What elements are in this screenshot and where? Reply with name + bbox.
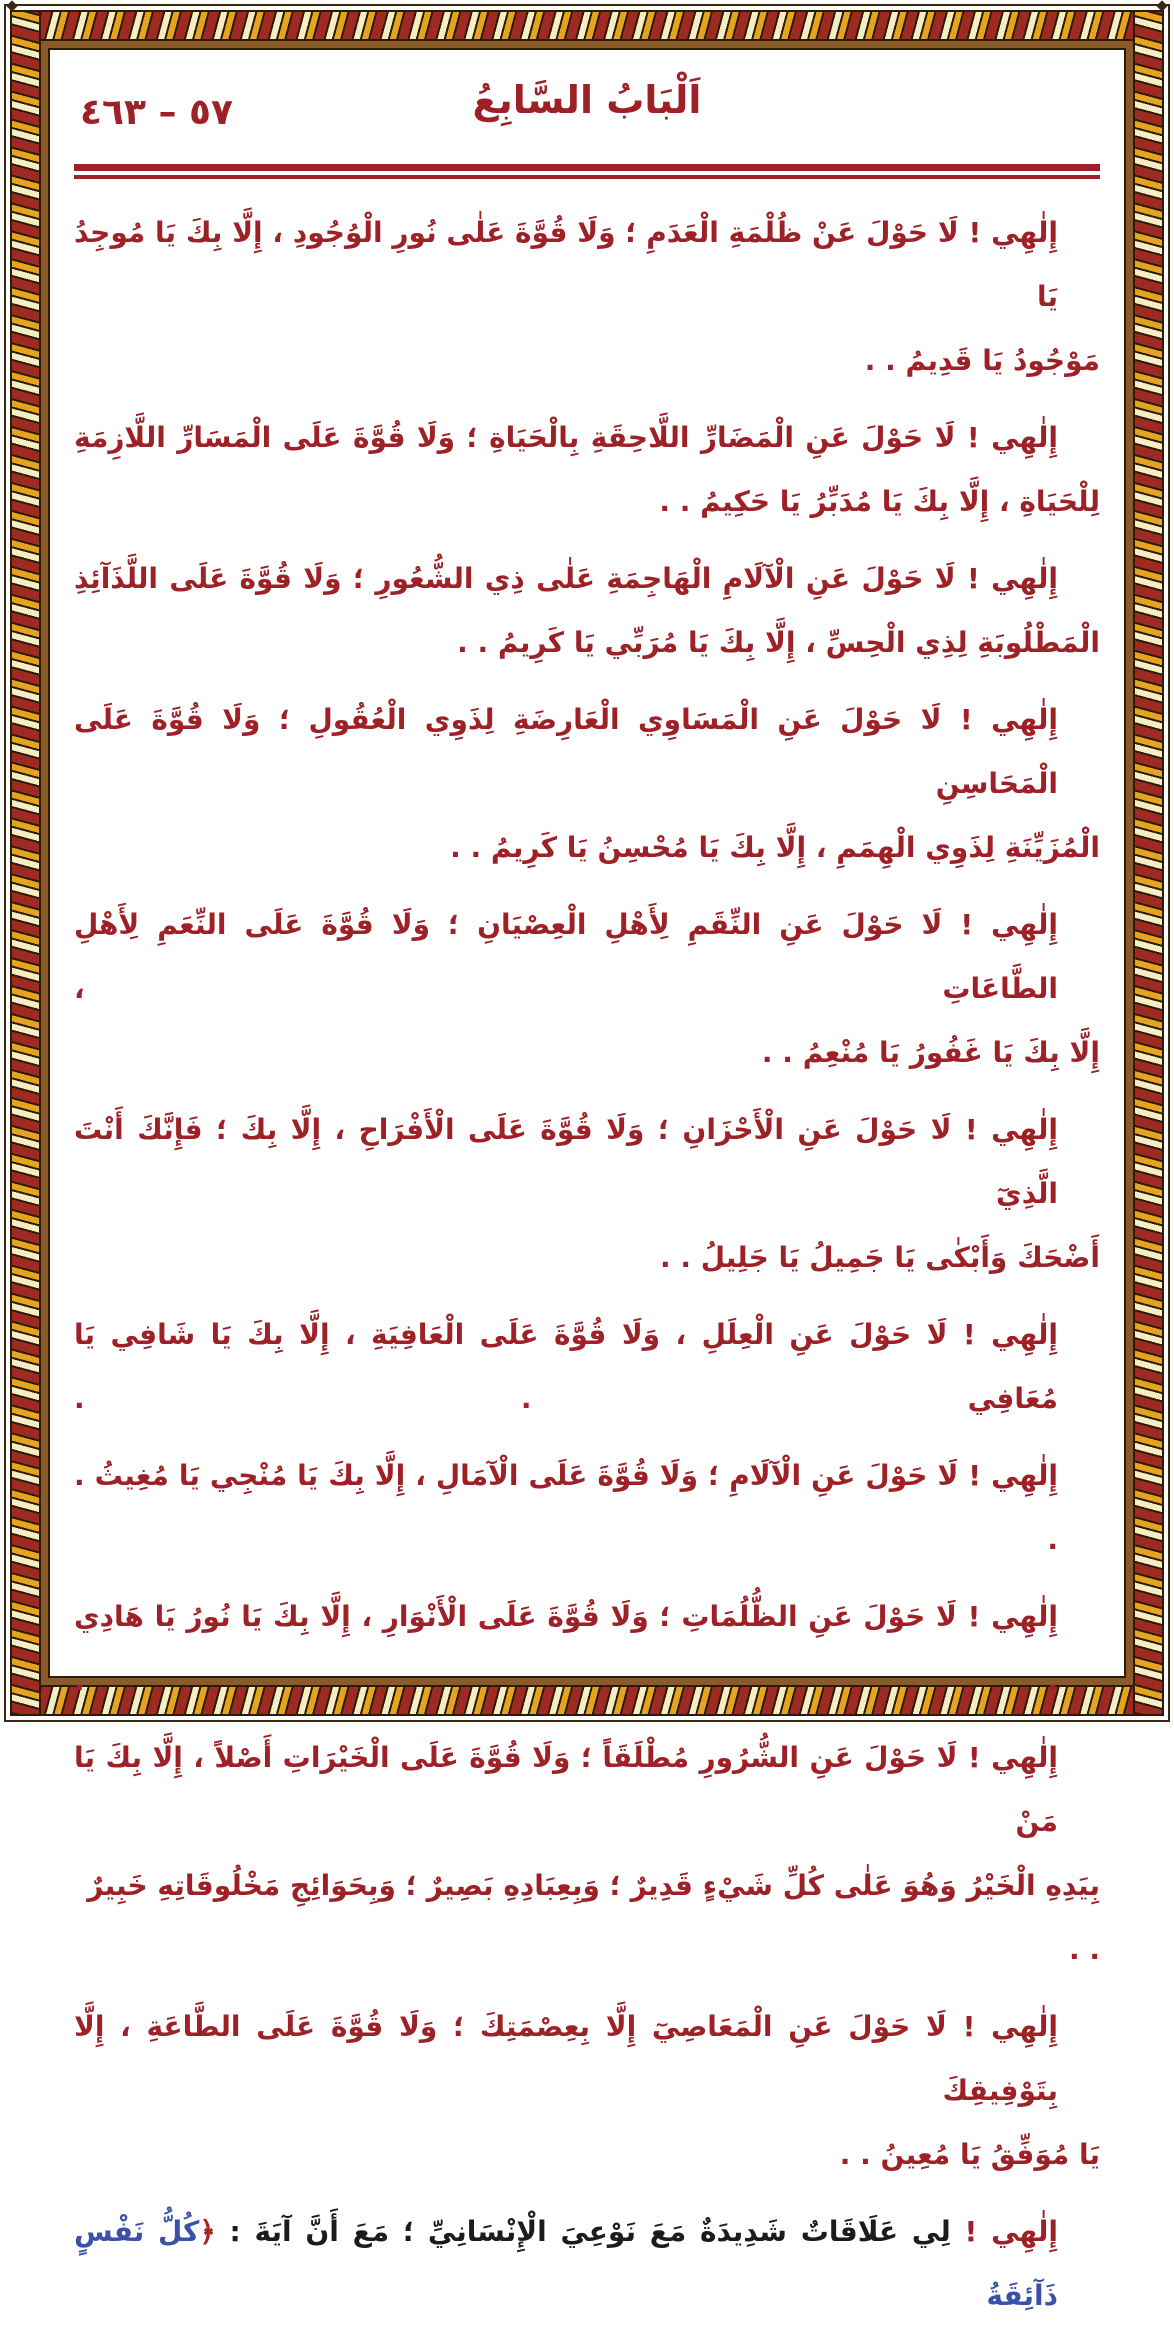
- text-line: [64, 1995, 1100, 2123]
- prayer-segment: لِلْحَيَاةِ ، إِلَّا بِكَ يَا مُدَبِّرُ يَا حَكِيمُ . .: [659, 485, 1100, 518]
- prayer-paragraph-4: [64, 688, 1100, 880]
- prayer-segment: الْمُزَيِّنَةِ لِذَوِي الْهِمَمِ ، إِلَّا بِكَ يَا مُحْسِنُ يَا كَرِيمُ . .: [450, 831, 1100, 864]
- text-line: [64, 2200, 1100, 2328]
- quran-quote: كُلُّ نَفْسٍ ذَآئِقَةُ: [64, 2215, 1058, 2312]
- prayer-paragraph-10: [64, 1726, 1100, 1982]
- text-line: [74, 329, 1100, 393]
- prayer-segment: لِي عَلَاقَاتٌ شَدِيدَةٌ مَعَ نَوْعِيَ الْإِنْسَانِيِّ ؛ مَعَ أَنَّ آيَةَ :: [215, 2215, 965, 2248]
- prayer-segment: بِيَدِهِ الْخَيْرُ وَهُوَ عَلٰى كُلِّ شَيْءٍ قَدِيرٌ ؛ وَبِعِبَادِهِ بَصِيرٌ ؛ وَبِحَوَائِجِ مَخْلُوقَاتِهِ خَبِيرٌ . .: [77, 1869, 1100, 1966]
- prayer-paragraph-2: [74, 406, 1100, 534]
- text-line: [64, 1726, 1100, 1854]
- text-line: [64, 201, 1100, 329]
- prayer-paragraph-9: [64, 1585, 1100, 1713]
- prayer-segment: إِلَّا بِكَ يَا غَفُورُ يَا مُنْعِمُ . .: [761, 1036, 1100, 1069]
- prayer-paragraph-3: [74, 547, 1100, 675]
- page-header: [74, 66, 1100, 154]
- text-line: [74, 816, 1100, 880]
- text-line: [64, 893, 1100, 1021]
- prayer-paragraph-1: [64, 201, 1100, 393]
- prayer-segment: إِلٰهِي ! لَا حَوْلَ عَنْ ظُلْمَةِ الْعَدَمِ ؛ وَلَا قُوَّةَ عَلٰى نُورِ الْوُجُودِ ، إِلَّا بِكَ يَا مُوجِدُ يَا: [64, 216, 1058, 313]
- prayer-paragraph-6: [64, 1098, 1100, 1290]
- prayer-segment: إِلٰهِي ! لَا حَوْلَ عَنِ الْمَضَارِّ اللَّاحِقَةِ بِالْحَيَاةِ ؛ وَلَا قُوَّةَ عَلَى الْمَسَارِّ اللَّازِمَةِ: [74, 421, 1058, 454]
- text-line: [64, 688, 1100, 816]
- text-line: [64, 1098, 1100, 1226]
- prayer-segment: إِلٰهِي ! لَا حَوْلَ عَنِ الظُّلُمَاتِ ؛ وَلَا قُوَّةَ عَلَى الْأَنْوَارِ ، إِلَّا بِكَ يَا نُورُ يَا هَادِي . .: [64, 1600, 1058, 1697]
- prayer-segment: إِلٰهِي ! لَا حَوْلَ عَنِ الْعِلَلِ ، وَلَا قُوَّةَ عَلَى الْعَافِيَةِ ، إِلَّا بِكَ يَا شَافِي يَا مُعَافِي . .: [64, 1318, 1058, 1415]
- frame-chain-band-top: [10, 10, 1164, 41]
- prayer-segment: إِلٰهِي ! لَا حَوْلَ عَنِ الْمَسَاوِي الْعَارِضَةِ لِذَوِي الْعُقُولِ ؛ وَلَا قُوَّةَ عَلَى الْمَحَاسِنِ: [64, 703, 1058, 800]
- prayer-segment: مَوْجُودُ يَا قَدِيمُ . .: [864, 344, 1100, 377]
- prayer-segment: إِلٰهِي ! لَا حَوْلَ عَنِ النِّقَمِ لِأَهْلِ الْعِصْيَانِ ؛ وَلَا قُوَّةَ عَلَى النِّعَمِ لِأَهْلِ الطَّاعَاتِ ،: [64, 908, 1058, 1005]
- prayer-segment: أَضْحَكَ وَأَبْكٰى يَا جَمِيلُ يَا جَلِيلُ . .: [659, 1241, 1100, 1274]
- text-line: [74, 547, 1100, 611]
- prayer-segment: إِلٰهِي ! لَا حَوْلَ عَنِ الشُّرُورِ مُطْلَقَاً ؛ وَلَا قُوَّةَ عَلَى الْخَيْرَاتِ أَصْلاً ، إِلَّا بِكَ يَا مَنْ: [64, 1741, 1058, 1838]
- frame-chain-band-right: [1133, 10, 1164, 1716]
- text-line: [74, 2123, 1100, 2187]
- text-line: [74, 1226, 1100, 1290]
- text-line: [74, 406, 1100, 470]
- text-line: [74, 611, 1100, 675]
- text-line: [74, 1854, 1100, 1982]
- prayer-text: [64, 201, 1100, 2328]
- prayer-segment: الْمَطْلُوبَةِ لِذِي الْحِسِّ ، إِلَّا بِكَ يَا مُرَبِّي يَا كَرِيمُ . .: [457, 626, 1100, 659]
- chapter-title: اَلْبَابُ السَّابِعُ: [472, 78, 702, 122]
- prayer-paragraph-12: [64, 2200, 1100, 2328]
- quran-bracket-ornament: ﴿: [199, 2215, 216, 2248]
- text-line: [64, 1444, 1100, 1572]
- prayer-segment: إِلٰهِي !: [964, 2215, 1058, 2248]
- prayer-paragraph-11: [64, 1995, 1100, 2187]
- prayer-paragraph-7: [64, 1303, 1100, 1431]
- header-double-rule: [74, 164, 1100, 179]
- prayer-segment: إِلٰهِي ! لَا حَوْلَ عَنِ الْمَعَاصِيٓ إِلَّا بِعِصْمَتِكَ ؛ وَلَا قُوَّةَ عَلَى الطَّاعَةِ ، إِلَّا بِتَوْفِيقِكَ: [64, 2010, 1058, 2107]
- text-line: [74, 1021, 1100, 1085]
- prayer-paragraph-5: [64, 893, 1100, 1085]
- text-line: [64, 1303, 1100, 1431]
- prayer-segment: إِلٰهِي ! لَا حَوْلَ عَنِ الْآلَامِ ؛ وَلَا قُوَّةَ عَلَى الْآمَالِ ، إِلَّا بِكَ يَا مُنْجِي يَا مُغِيثُ . .: [64, 1459, 1058, 1556]
- page-content: [52, 52, 1122, 2312]
- text-line: [74, 470, 1100, 534]
- prayer-segment: إِلٰهِي ! لَا حَوْلَ عَنِ الْأَحْزَانِ ؛ وَلَا قُوَّةَ عَلَى الْأَفْرَاحِ ، إِلَّا بِكَ ؛ فَإِنَّكَ أَنْتَ الَّذِيٓ: [64, 1113, 1058, 1210]
- prayer-paragraph-8: [64, 1444, 1100, 1572]
- page-number: ٥٧ – ٤٦٣: [80, 92, 233, 133]
- prayer-segment: إِلٰهِي ! لَا حَوْلَ عَنِ الْآلَامِ الْهَاجِمَةِ عَلٰى ذِي الشُّعُورِ ؛ وَلَا قُوَّةَ عَلَى اللَّذَآئِذِ: [74, 562, 1058, 595]
- text-line: [64, 1585, 1100, 1713]
- prayer-segment: يَا مُوَفِّقُ يَا مُعِينُ . .: [839, 2138, 1100, 2171]
- frame-chain-band-left: [10, 10, 41, 1716]
